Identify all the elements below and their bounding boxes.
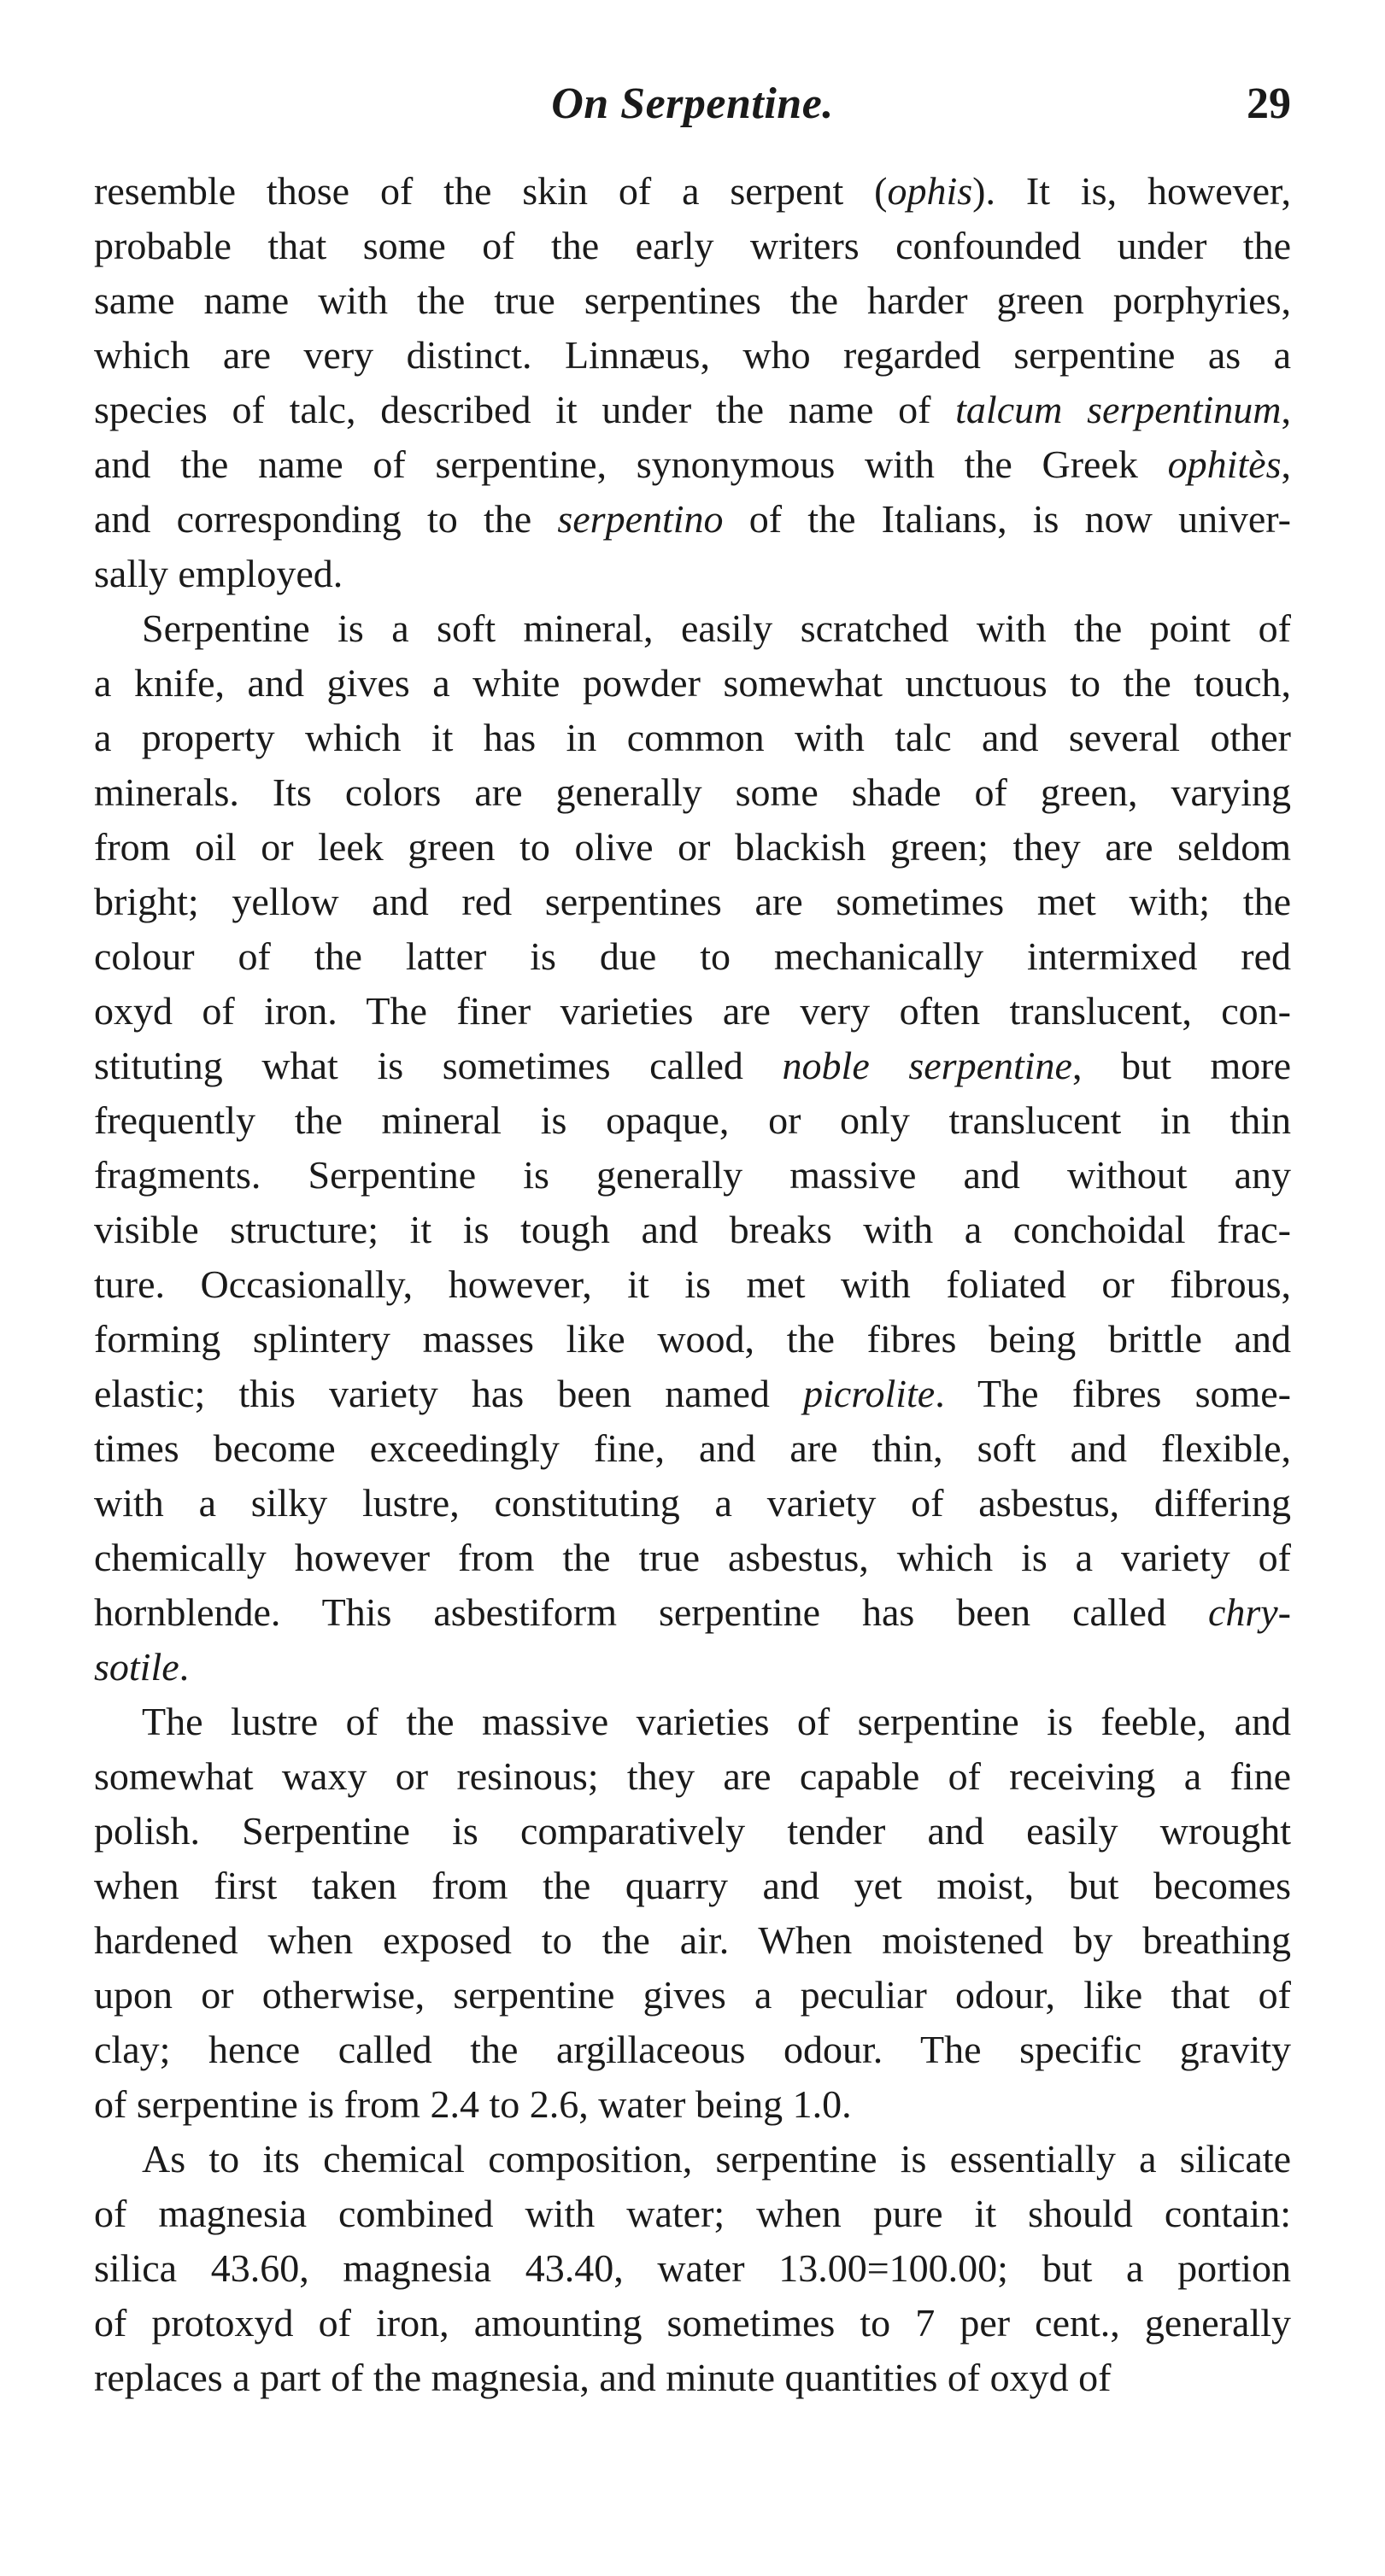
text-line: a knife, and gives a white powder somewhat unctuous to the touch, — [94, 661, 1291, 705]
text-line: resemble those of the skin of a serpent (ophis). It is, however, — [94, 169, 1291, 213]
italic-term: chry- — [1207, 1590, 1291, 1634]
text-line: somewhat waxy or resinous; they are capable of receiving a fine — [94, 1754, 1291, 1798]
text-line: and the name of serpentine, synonymous with the Greek ophitès, — [94, 442, 1291, 486]
text-line: replaces a part of the magnesia, and minute quantities of oxyd of — [94, 2356, 1112, 2399]
text-line: times become exceedingly fine, and are thin, soft and flexible, — [94, 1426, 1291, 1470]
paragraph — [94, 1695, 1291, 2132]
running-title: On Serpentine. — [551, 79, 834, 128]
text-line: bright; yellow and red serpentines are sometimes met with; the — [94, 880, 1291, 923]
text-line: of serpentine is from 2.4 to 2.6, water being 1.0. — [94, 2082, 852, 2126]
text-line: Serpentine is a soft mineral, easily scratched with the point of — [142, 606, 1291, 650]
text-line: species of talc, described it under the name of talcum serpentinum, — [94, 388, 1291, 431]
italic-term: talcum serpentinum — [955, 388, 1282, 431]
text-line: hardened when exposed to the air. When moistened by breathing — [94, 1918, 1291, 1962]
text-line: minerals. Its colors are generally some shade of green, varying — [94, 770, 1291, 814]
text-line: frequently the mineral is opaque, or only translucent in thin — [94, 1098, 1291, 1142]
italic-term: ophitès — [1167, 442, 1282, 486]
italic-term: picrolite — [803, 1372, 936, 1415]
text-line: sotile. — [94, 1645, 190, 1689]
text-line: same name with the true serpentines the harder green porphyries, — [94, 278, 1291, 322]
text-line: oxyd of iron. The finer varieties are very often translucent, con- — [94, 989, 1291, 1033]
italic-term: sotile — [94, 1645, 179, 1689]
page-number: 29 — [1247, 79, 1291, 128]
text-line: polish. Serpentine is comparatively tender and easily wrought — [94, 1809, 1291, 1853]
text-line: from oil or leek green to olive or blackish green; they are seldom — [94, 825, 1291, 869]
text-line: a property which it has in common with talc and several other — [94, 716, 1291, 759]
text-line: As to its chemical composition, serpentine is essentially a silicate — [142, 2137, 1291, 2181]
text-line: The lustre of the massive varieties of serpentine is feeble, and — [142, 1700, 1291, 1743]
text-line: probable that some of the early writers confounded under the — [94, 224, 1291, 267]
text-line: with a silky lustre, constituting a variety of asbestus, differing — [94, 1481, 1291, 1525]
italic-term: ophis — [887, 169, 973, 213]
paragraph — [94, 601, 1291, 1695]
text-line: chemically however from the true asbestus, which is a variety of — [94, 1536, 1291, 1579]
text-line: and corresponding to the serpentino of the Italians, is now univer- — [94, 497, 1291, 541]
italic-term: serpentino — [557, 497, 724, 541]
text-line: of protoxyd of iron, amounting sometimes to 7 per cent., generally — [94, 2301, 1291, 2345]
text-line: ture. Occasionally, however, it is met with foliated or fibrous, — [94, 1262, 1291, 1306]
text-line: which are very distinct. Linnæus, who regarded serpentine as a — [94, 333, 1291, 377]
text-line: upon or otherwise, serpentine gives a peculiar odour, like that of — [94, 1973, 1291, 2017]
text-line: of magnesia combined with water; when pure it should contain: — [94, 2192, 1291, 2235]
body-text — [94, 164, 1291, 2405]
italic-term: noble serpentine — [782, 1044, 1072, 1087]
text-line: visible structure; it is tough and breaks with a conchoidal frac- — [94, 1208, 1291, 1251]
paragraph — [94, 2132, 1291, 2405]
text-line: hornblende. This asbestiform serpentine has been called chry- — [94, 1590, 1291, 1634]
paragraph — [94, 164, 1291, 601]
page-header — [94, 79, 1291, 138]
text-line: silica 43.60, magnesia 43.40, water 13.00=100.00; but a portion — [94, 2246, 1291, 2290]
text-line: when first taken from the quarry and yet moist, but becomes — [94, 1864, 1291, 1907]
text-line: colour of the latter is due to mechanically intermixed red — [94, 934, 1291, 978]
text-line: fragments. Serpentine is generally massive and without any — [94, 1153, 1291, 1197]
text-line: stituting what is sometimes called noble serpentine, but more — [94, 1044, 1292, 1087]
text-line: forming splintery masses like wood, the fibres being brittle and — [94, 1317, 1291, 1361]
text-line: sally employed. — [94, 552, 343, 595]
text-line: elastic; this variety has been named picrolite. The fibres some- — [94, 1372, 1291, 1415]
text-line: clay; hence called the argillaceous odour. The specific gravity — [94, 2028, 1291, 2071]
